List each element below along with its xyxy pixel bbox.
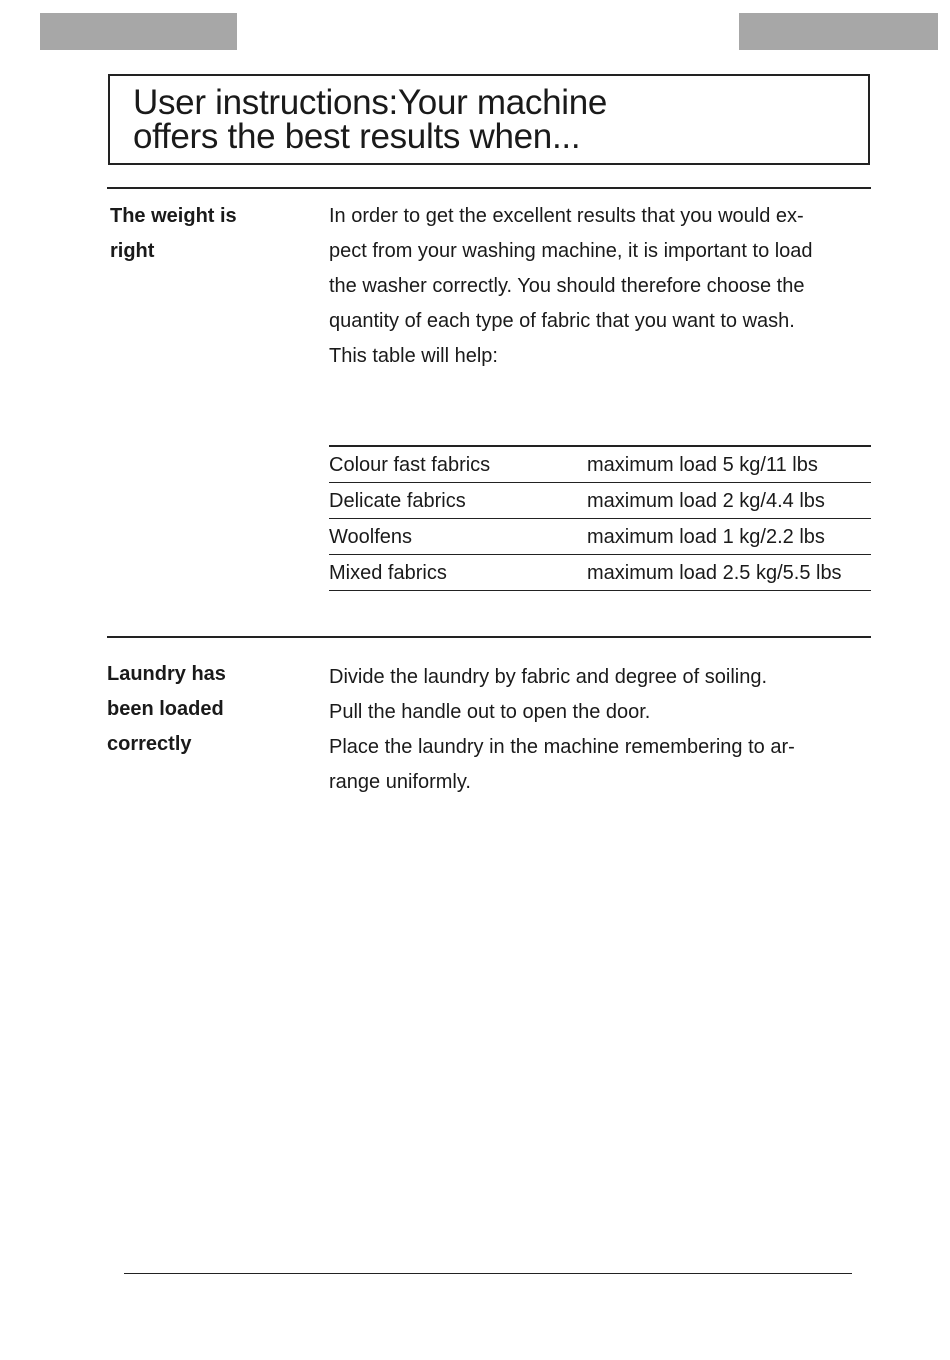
fabric-cell: Mixed fabrics [329,562,447,584]
paragraph-line: Divide the laundry by fabric and degree of soiling. [329,666,768,688]
page-tab-marker-right [739,13,938,50]
section-text-laundry [329,660,795,800]
load-cell: maximum load 1 kg/2.2 lbs [587,526,825,548]
footer-divider [124,1273,852,1274]
paragraph-line: the washer correctly. You should therefore choose the [329,275,805,297]
paragraph-line: Pull the handle out to open the door. [329,701,651,723]
section-label-line: The weight is [110,205,237,227]
table-row [329,519,871,555]
paragraph-line: range uniformly. [329,771,471,793]
section-label-line: correctly [107,733,192,755]
load-cell: maximum load 2 kg/4.4 lbs [587,490,825,512]
section-label-line: been loaded [107,698,224,720]
section-label-laundry [107,657,226,762]
fabric-cell: Delicate fabrics [329,490,466,512]
page-tab-marker-left [40,13,237,50]
paragraph-line: In order to get the excellent results that you would ex- [329,205,804,227]
section-divider-1 [107,187,871,189]
page-title-line-1: User instructions:Your machine [133,83,608,122]
section-label-line: right [110,240,155,262]
table-row [329,483,871,519]
table-row [329,447,871,483]
paragraph-line: quantity of each type of fabric that you want to wash. [329,310,795,332]
section-text-weight [329,199,813,374]
section-label-line: Laundry has [107,663,226,685]
paragraph-line: This table will help: [329,345,498,367]
title-box [108,74,870,165]
load-table [329,445,871,591]
paragraph-line: pect from your washing machine, it is important to load [329,240,813,262]
load-cell: maximum load 5 kg/11 lbs [587,454,818,476]
table-row [329,555,871,591]
section-label-weight [110,199,237,269]
fabric-cell: Colour fast fabrics [329,454,491,476]
load-cell: maximum load 2.5 kg/5.5 lbs [587,562,842,584]
paragraph-line: Place the laundry in the machine remembering to ar- [329,736,795,758]
fabric-cell: Woolfens [329,526,413,548]
page-title-line-2: offers the best results when... [133,117,581,156]
section-divider-2 [107,636,871,638]
